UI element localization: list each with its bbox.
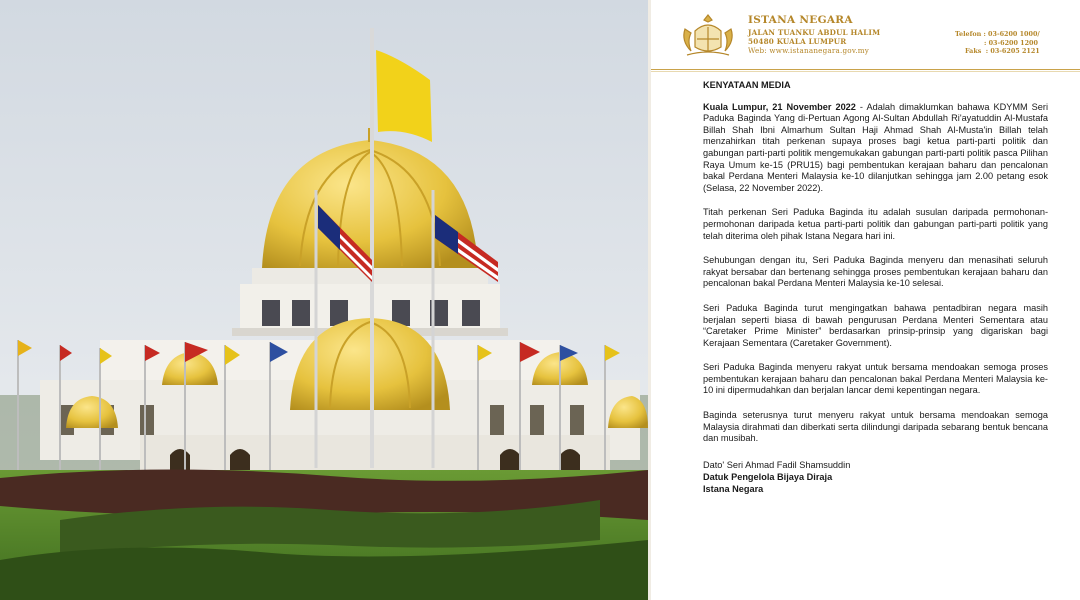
- statement-heading: KENYATAAN MEDIA: [703, 80, 791, 90]
- letterhead-faks: Faks : 03-6205 2121: [965, 47, 1040, 55]
- press-statement-letter: [651, 0, 1080, 600]
- letterhead-rule: [651, 69, 1080, 70]
- letterhead-rule-secondary: [651, 71, 1080, 72]
- paragraph-3: Sehubungan dengan itu, Seri Paduka Baginda menyeru dan menasihati seluruh rakyat bersabar dan bertenang sehingga proses pembentukan kerajaan baharu dan pencalonan bakal Perdana Menteri Malaysia ke-10 selesai.: [703, 255, 1048, 289]
- royal-crest-icon: [677, 11, 739, 59]
- letterhead-telefon-2: : 03-6200 1200: [984, 39, 1038, 47]
- statement-body: [703, 80, 1048, 495]
- paragraph-1: [703, 102, 1048, 195]
- paragraph-1-text: - Adalah dimaklumkan bahawa KDYMM Seri Paduka Baginda Yang di-Pertuan Agong Al-Sultan Abdullah Ri'ayatuddin Al-Mustafa Billah Shah Ibni Almarhum Sultan Haji Ahmad Shah Al-Musta'in Billah telah menzahirkan titah perkenan supaya proses bagi ketua parti-parti politik dan gabungan parti-parti politik mengemukakan gabungan parti-parti politik pasca Pilihan Raya Umum ke-15 (PRU15) bagi pembentukan kerajaan baharu dan pencalonan bakal Perdana Menteri Malaysia ke-10 dilanjutkan sehingga jam 2.00 petang esok (Selasa, 22 November 2022).: [703, 101, 1048, 193]
- signatory-title: Datuk Pengelola Bijaya Diraja: [703, 471, 833, 482]
- signatory-name: Dato' Seri Ahmad Fadil Shamsuddin: [703, 459, 851, 470]
- letterhead-address-1: JALAN TUANKU ABDUL HALIM: [748, 28, 881, 37]
- signatory-org: Istana Negara: [703, 483, 764, 494]
- dateline: Kuala Lumpur, 21 November 2022: [703, 101, 856, 112]
- letterhead-address-2: 50480 KUALA LUMPUR: [748, 37, 847, 46]
- letterhead-telefon: Telefon : 03-6200 1000/: [955, 30, 1040, 38]
- signature-block: [703, 459, 1048, 495]
- paragraph-6: Baginda seterusnya turut menyeru rakyat untuk bersama mendoakan semoga Malaysia dirahmati dan diberkati serta dilindungi daripada sebarang bentuk bencana dan musibah.: [703, 410, 1048, 444]
- paragraph-5: Seri Paduka Baginda menyeru rakyat untuk bersama mendoakan semoga proses pembentukan kerajaan baharu dan pencalonan bakal Perdana Menteri Malaysia ke-10 ini dipermudahkan dan berjalan lancar demi kepentingan negara.: [703, 362, 1048, 396]
- paragraph-2: Titah perkenan Seri Paduka Baginda itu adalah susulan daripada permohonan-permohonan daripada ketua parti-parti politik dan gabungan parti-parti politik yang telah diterima oleh pihak Istana Negara hari ini.: [703, 207, 1048, 241]
- letterhead-name: ISTANA NEGARA: [748, 14, 853, 26]
- paragraph-4: Seri Paduka Baginda turut mengingatkan bahawa pentadbiran negara masih berjalan seperti biasa di bawah pengurusan Perdana Menteri Sementara atau “Caretaker Prime Minister” berdasarkan prinsip-prinsip yang digariskan bagi Kerajaan Sementara (Caretaker Government).: [703, 302, 1048, 348]
- letterhead-web: Web: www.istananegara.gov.my: [748, 46, 869, 55]
